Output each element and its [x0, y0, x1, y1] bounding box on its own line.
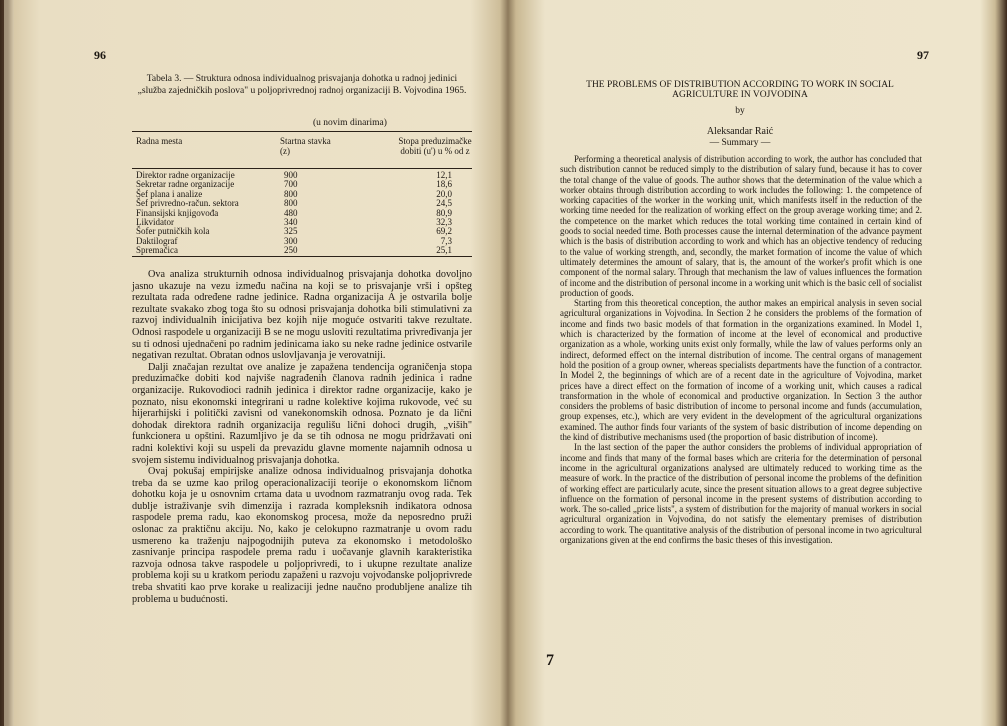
table-cell-rate: 25,1	[436, 245, 452, 256]
table-body	[132, 171, 472, 256]
byline-by: by	[735, 106, 745, 116]
right-page	[520, 0, 990, 726]
table-row	[132, 237, 472, 246]
table-cell-rate: 32,3	[436, 216, 452, 227]
table-unit-note: (u novim dinarima)	[313, 118, 387, 128]
table-header-position: Radna mesta	[136, 136, 183, 146]
table-cell-position: Finansijski knjigovođa	[136, 207, 219, 218]
table-cell-rate: 69,2	[436, 226, 452, 237]
table-cell-start: 325	[284, 226, 298, 237]
signature-mark: 7	[546, 652, 554, 669]
table-cell-rate: 24,5	[436, 198, 452, 209]
table-cell-rate: 80,9	[436, 207, 452, 218]
table-cell-rate: 20,0	[436, 188, 452, 199]
table-cell-start: 250	[284, 245, 298, 256]
table-cell-position: Likvidator	[136, 216, 174, 227]
page-number-right: 97	[917, 48, 929, 62]
table-rule-mid	[132, 168, 472, 169]
table-cell-rate: 18,6	[436, 179, 452, 190]
left-body-text	[132, 269, 472, 605]
table-cell-start: 700	[284, 179, 298, 190]
paragraph: Starting from this theoretical conception, the author makes an empirical analysis in seven social agricultural organizations in Vojvodina. In Section 2 he considers the problems of the formation of income and finds two basic models of that formation in the organizations examined. In Model 1, which is characterized by the formation of income at the level of economical and productive organization as a whole, working units exist only formally, while the law of values performs only an indirect, deformed effect on the internal distribution of income. The central organs of management hold the position of a group owner, whereas specialists departments have the function of a contractor. In Model 2, the beginnings of which are of a recent date in the agriculture of Vojvodina, market prices have a direct effect on the formation of income of a working unit, which causes a radical transformation in the whole of economical and productive organization. In Section 3 the author considers the problems of basic distribution of income to personal income and funds (accumulation, group expenses, etc.), which are very evident in the development of the agricultural organizations examined. The author finds four variants of the system of basic distribution of income depending on the kind of distributive mechanisms used (the proportion of basic distribution of income).	[560, 298, 922, 443]
table-cell-rate: 12,1	[436, 170, 452, 180]
table-cell-start: 900	[284, 170, 298, 180]
table-row	[132, 209, 472, 218]
page-number-left: 96	[94, 48, 106, 62]
summary-body-text	[560, 154, 922, 545]
paragraph: Ova analiza strukturnih odnosa individualnog prisvajanja dohotka dovoljno jasno ukazuje na vezu između načina na koji se to prisvajanje vrši i opšteg rezultata rada određene radne jedinice. Radna organizacija A je ostvarila bolje rezultate svakako zbog toga što su odnosi prisvajanja dohotka bili stimulativni za razvoj individualnih inicijativa bez kojih nije moguće ostvariti takve rezultate. Odnosi raspodele u organizaciji B se ne mogu usloviti rezultatima privređivanja jer su ti odnosi ujednačeni po radnim jedinicama iako su neke radne jedinice ostvarile negativan rezultat. Obratan odnos uslovljavanja je verovatniji.	[132, 269, 472, 362]
summary-title: THE PROBLEMS OF DISTRIBUTION ACCORDING TO WORK IN SOCIAL AGRICULTURE IN VOJVODINA	[586, 80, 894, 101]
table-row	[132, 227, 472, 236]
table-cell-start: 800	[284, 198, 298, 209]
author-name: Aleksandar Raić	[706, 126, 774, 137]
table-cell-position: Šef plana i analize	[136, 188, 203, 199]
summary-label: — Summary —	[709, 138, 771, 148]
table-cell-position: Daktilograf	[136, 235, 178, 246]
table-cell-position: Šef privredno-račun. sektora	[136, 198, 239, 209]
paragraph: Ovaj pokušaj empirijske analize odnosa individualnog prisvajanja dohotka treba da se uzme kao prilog operacionalizaciji teorije o ekonomskom ličnom dohotku koja je u osnovnim crtama data u uvodnom razmatranju ovog rada. Tek dublje istraživanje svih dimenzija i razrada kompleksnih indikatora odnosa raspodele prema radu, kao ekonomskog procesa, može da neposredno pruži oslonac za praktičnu akciju. No, kako je celokupno razmatranje u ovom radu usmereno ka traženju najpogodnijih puteva za ekonomsko i metodološko zasnivanje principa raspodele prema radu i uočavanje glavnih karakteristika razvoja odnosa takve raspodele u poljoprivredi, to i ukupne rezultate analize problema koji su u kratkom periodu zapaženi u razvoju vojvođanske poljoprivrede treba shvatiti kao prve korake u realizaciji jedne naučno produbljene analize tih problema u budućnosti.	[132, 466, 472, 605]
table-cell-position: Šofer putničkih kola	[136, 226, 210, 237]
paragraph: In the last section of the paper the author considers the problems of individual appropriation of income and finds that many of the formal bases which are criteria for the determination of personal income in the agricultural organizations analysed are ultimately reduced to working time as the measure of work. In the practice of the distribution of personal income the problems of the definition of working effect are particularly acute, since the present situation allows to a great degree subjective influence on the formation of personal income in the present systems of distribution according to work. The so-called „price lists", a system of distribution for the majority of manual workers in social agricultural organization in Vojvodina, do not satisfy the elementary premises of distribution according to work. The quantitative analysis of the distribution of personal income in two agricultural organizations given at the end confirms the basic theses of this investigation.	[560, 442, 922, 545]
table-header-start: Startna stavka (z)	[280, 136, 331, 156]
table-caption: Tabela 3. — Struktura odnosa individualnog prisvajanja dohotka u radnoj jedinici „služba zajedničkih poslova" u poljoprivrednoj radnoj organizaciji B. Vojvodina 1965.	[137, 74, 467, 96]
paragraph: Performing a theoretical analysis of distribution according to work, the author has concluded that such distribution cannot be reduced simply to the distribution of salary fund, because it has to cover the total change of the value of goods. The author shows that the determination of the value which a worker obtains through distribution according to work includes the following: 1. the competence of working capacities of the worker in the working unit, which manifests itself in the reduction of the working time needed for the realization of working effect on the group average working time; and 2. the competence on the market which reduces the total working time contained in certain kind of goods to social needed time. Both processes cause the internal determination of the advance payment which is the basis of distribution according to work and which has an objective tendency of reducing to the value of working strength, and, secondly, the market formation of income the value of which ultimately determines the amount of salary, that is, the amount of the worker's profit which is one component of the normal salary. Through that mechanism the law of values influences the formation of income and the distribution of personal income in a working unit which is the basic cell of socialist production of goods.	[560, 154, 922, 298]
table-cell-start: 480	[284, 207, 298, 218]
table-cell-position: Sekretar radne organizacije	[136, 179, 235, 190]
paragraph: Dalji značajan rezultat ove analize je zapažena tendencija ograničenja stopa preduzimačke dobiti kod najviše nagrađenih članova radnih jedinica i radne organizacije. Rukovodioci radnih jedinica i direktor radne organizacije, kako je poznato, nisu ekonomski integrirani u radne kolektive kojima rukovode, već su hijerarhijski i politički zavisni od vanekonomskih odnosa. Poznato je da lični dohodak direktora radnih organizacija regulišu lični dohoci drugih, „viših" funkcionera u opštini. Razumljivo je da se tih odnosa ne mogu pridržavati oni radni kolektivi koji su uspeli da prevazidu glavne momente najamnih odnosa u svojem sistemu individualnog prisvajanja dohotka.	[132, 361, 472, 466]
table-cell-rate: 7,3	[440, 235, 452, 246]
table-rule-bottom	[132, 256, 472, 257]
table-cell-start: 800	[284, 188, 298, 199]
table-cell-start: 300	[284, 235, 298, 246]
table-cell-position: Spremačica	[136, 245, 178, 256]
table-cell-start: 340	[284, 216, 298, 227]
table-rule-top	[132, 131, 472, 132]
table-cell-position: Direktor radne organizacije	[136, 170, 235, 180]
table-row	[132, 246, 472, 255]
left-page	[18, 0, 500, 726]
page-edges	[4, 0, 14, 726]
table-header-rate: Stopa preduzimačke dobiti (u') u % od z	[398, 136, 472, 156]
